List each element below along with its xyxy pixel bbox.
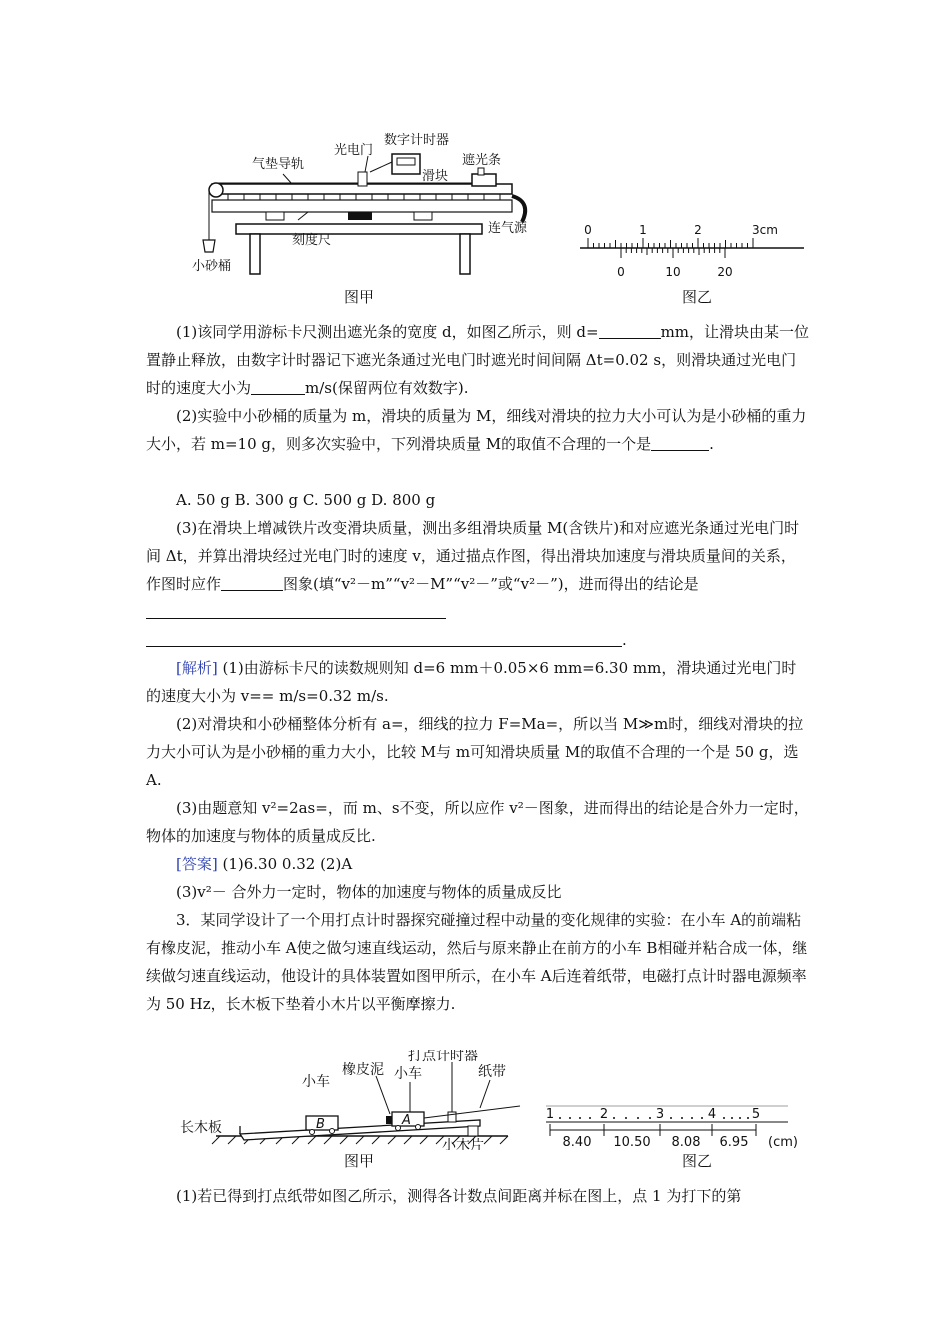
q3-text-b: 图象(填“v²－m”“v²－M”“v²－”或“v²－”)，进而得出的结论是: [283, 575, 699, 593]
main-tick-2: 2: [694, 223, 702, 237]
blank-v: [251, 378, 305, 395]
label-timer-3: 打点计时器: [408, 1050, 478, 1064]
q1-text-b: mm，让滑块由某一位置静止释放，由数字计时器记下遮光条通过光电门时遮光时间间隔 Δt=0.02 s，则滑块通过光电门时的速度大小为: [146, 323, 810, 397]
problem-3: 3．某同学设计了一个用打点计时器探究碰撞过程中动量的变化规律的实验：在小车 A的前端粘有橡皮泥，推动小车 A使之做匀速直线运动，然后与原来静止在前方的小车 B相碰并粘合成一体，继续做匀速直线运动，他设计的具体装置如图甲所示，在小车 A后连着纸带，电磁打点计时器电源频率为 50 Hz，长木板下垫着小木片以平衡摩擦力.: [146, 911, 808, 1013]
label-air-track: 气垫导轨: [252, 157, 305, 172]
blank-conclusion-2: [146, 630, 622, 647]
figure-air-track: [188, 128, 538, 288]
tape-point-2: 2: [599, 1107, 609, 1122]
tape-dist-3: 8.08: [671, 1135, 701, 1148]
tape-point-1: 1: [545, 1107, 555, 1122]
cart-a-letter: A: [402, 1113, 411, 1128]
label-photogate: 光电门: [334, 143, 374, 158]
label-bucket: 小砂桶: [192, 259, 232, 274]
label-air-source: 连气源: [488, 221, 528, 236]
analysis-tag: [解析]: [176, 659, 218, 677]
blank-conclusion: [146, 602, 446, 619]
answer-1: [146, 850, 810, 878]
main-tick-0: 0: [584, 223, 592, 237]
analysis-2: (2)对滑块和小砂桶整体分析有 a=，细线的拉力 F=Ma=，所以当 M≫m时，细线对滑块的拉力大小可认为是小砂桶的重力大小，比较 M与 m可知滑块质量 M的取值不合理的一个是 50 g，选 A.: [146, 715, 804, 789]
main-tick-3: 3cm: [752, 223, 778, 237]
cart-b-letter: B: [316, 1117, 325, 1132]
pulley-icon: [209, 183, 223, 197]
label-scale: 刻度尺: [292, 233, 332, 248]
label-shade: 遮光条: [462, 153, 502, 168]
q1-text-a: (1)该同学用游标卡尺测出遮光条的宽度 d，如图乙所示，则 d=: [176, 323, 599, 341]
tape-point-5: 5: [751, 1107, 761, 1122]
tape-point-3: 3: [655, 1107, 665, 1122]
answer-text-1: (1)6.30 0.32 (2)A: [222, 855, 353, 873]
label-putty: 橡皮泥: [342, 1062, 384, 1078]
main-tick-1: 1: [639, 223, 647, 237]
q3-end: .: [622, 631, 627, 649]
caption-fig1: 图甲: [344, 288, 375, 306]
air-track-diagram: [188, 128, 538, 288]
caption-fig2: 图乙: [682, 288, 713, 306]
label-cart-b: 小车: [302, 1074, 330, 1090]
label-board: 长木板: [180, 1120, 222, 1136]
tape-dist-1: 8.40: [562, 1135, 592, 1148]
label-wedge: 小木片: [442, 1138, 484, 1150]
caption-fig4: 图乙: [682, 1152, 713, 1170]
tape-diagram: [540, 1104, 810, 1148]
tape-dist-2: 10.50: [613, 1135, 651, 1148]
q1-text-c: m/s(保留两位有效数字).: [305, 379, 469, 397]
figure-incline: [180, 1050, 540, 1150]
answer-tag: [答案]: [176, 855, 218, 873]
tape-point-4: 4: [707, 1107, 717, 1122]
label-timer: 数字计时器: [384, 133, 450, 148]
blank-d: [599, 322, 661, 339]
q2-options: A. 50 g B. 300 g C. 500 g D. 800 g: [176, 491, 436, 509]
label-tape: 纸带: [478, 1064, 506, 1080]
blank-m: [651, 434, 709, 451]
figure-vernier: [576, 222, 808, 286]
question-2: [146, 402, 810, 458]
analysis-3: (3)由题意知 v²=2as=，而 m、s不变，所以应作 v²－图象，进而得出的结论是合外力一定时，物体的加速度与物体的质量成反比.: [146, 799, 809, 845]
question-1: [146, 318, 810, 402]
vernier-tick-20: 20: [717, 265, 733, 279]
track-ticks: [228, 194, 500, 200]
tape-unit: (cm): [768, 1135, 798, 1148]
last-line: (1)若已得到打点纸带如图乙所示，测得各计数点间距离并标在图上，点 1 为打下的第: [176, 1187, 742, 1205]
q3-text-a: (3)在滑块上增减铁片改变滑块质量，测出多组滑块质量 M(含铁片)和对应遮光条通过光电门时间 Δt，并算出滑块经过光电门时的速度 v，通过描点作图，得出滑块加速度与滑块质量间的关系，作图时应作: [146, 519, 800, 593]
label-cart-a: 小车: [394, 1066, 422, 1082]
slider-icon: [472, 174, 496, 186]
analysis-1: [146, 654, 810, 710]
tape-dist-4: 6.95: [719, 1135, 749, 1148]
blank-graph: [221, 574, 283, 591]
answer-2: (3)v²－ 合外力一定时，物体的加速度与物体的质量成反比: [176, 883, 562, 901]
incline-diagram: [180, 1050, 540, 1150]
caption-fig3: 图甲: [344, 1152, 375, 1170]
q2-end: .: [709, 435, 714, 453]
label-slider: 滑块: [422, 169, 449, 184]
q2-text: (2)实验中小砂桶的质量为 m，滑块的质量为 M，细线对滑块的拉力大小可认为是小砂桶的重力大小，若 m=10 g，则多次实验中，下列滑块质量 M的取值不合理的一个是: [146, 407, 807, 453]
vernier-diagram: [576, 222, 808, 286]
question-3: [146, 514, 810, 654]
vernier-tick-0: 0: [617, 265, 625, 279]
figure-tape: [540, 1104, 810, 1148]
analysis-text-1: (1)由游标卡尺的读数规则知 d=6 mm＋0.05×6 mm=6.30 mm，滑块通过光电门时的速度大小为 v== m/s=0.32 m/s.: [146, 659, 797, 705]
vernier-tick-10: 10: [665, 265, 681, 279]
bucket-icon: [203, 240, 215, 252]
